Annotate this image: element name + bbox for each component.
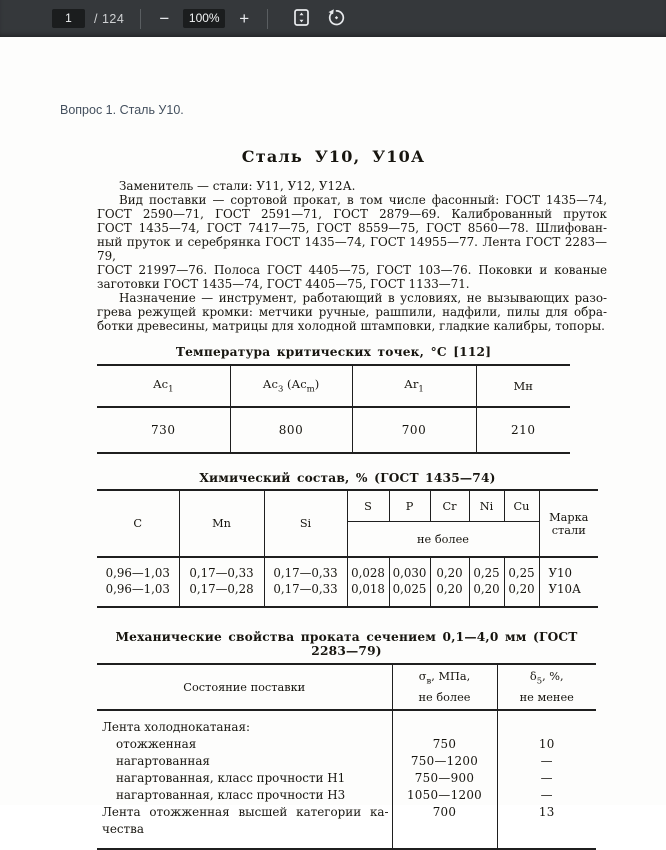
- doc-text-line: грева режущей кромки: метчики ручные, рашпили, надфили, пилы для обра-: [97, 305, 607, 319]
- t3-header-sigma: $\sigma_в$, МПа, не более: [392, 664, 497, 710]
- t2-cell: 0,17—0,33 0,17—0,33: [264, 557, 347, 607]
- t2-cell: 0,030 0,025: [389, 557, 430, 607]
- t1-value: 730: [151, 423, 176, 437]
- pdf-page: [0, 37, 666, 836]
- t2-header-p: P: [389, 490, 430, 522]
- fit-page-button[interactable]: [292, 8, 311, 30]
- rotate-icon: [327, 8, 346, 30]
- t2-header-s: S: [347, 490, 389, 522]
- critical-points-title: Температура критических точек, °С [112]: [175, 345, 492, 359]
- doc-text-line: ГОСТ 1435—74, ГОСТ 7417—75, ГОСТ 8559—75, ГОСТ 8560—78. Шлифован-: [97, 221, 607, 235]
- t2-cell: 0,96—1,03 0,96—1,03: [105, 566, 170, 596]
- t1-header-ar1: $Аr_1$: [352, 365, 476, 407]
- t2-header-mn: Mn: [179, 490, 264, 557]
- doc-text-line: ный пруток и серебрянка ГОСТ 1435—74, ГОСТ 14955—77. Лента ГОСТ 2283—79,: [97, 235, 607, 263]
- t1-value: 700: [352, 407, 476, 453]
- t2-header-limit-note: не более: [347, 522, 539, 558]
- zoom-in-button[interactable]: +: [239, 9, 250, 28]
- paragraph-zamenitel: [97, 179, 607, 193]
- table-row: [97, 710, 596, 849]
- table-row: [97, 557, 598, 607]
- t1-header-ac3: $Ас_3$ $(Ас_m)$: [230, 365, 352, 407]
- t2-cell: 0,25 0,20: [504, 557, 539, 607]
- t2-cell-grade: У10 У10А: [539, 557, 598, 607]
- rotate-button[interactable]: [327, 8, 346, 30]
- doc-text-line: ботки древесины, матрицы для холодной штамповки, гладкие калибры, топоры.: [97, 319, 605, 333]
- t3-condition-column: Лента холоднокатаная: отожженная нагартованная нагартованная, класс прочности Н1 нагартованная, класс прочности Н3 Лента отожженная высшей категории ка- чества: [102, 720, 389, 836]
- document-content: [97, 147, 607, 850]
- paragraph-vid-postavki: [97, 193, 607, 291]
- t1-value: 210: [476, 407, 570, 453]
- t3-header-condition: Состояние поставки: [97, 664, 392, 710]
- zoom-out-button[interactable]: −: [159, 9, 170, 28]
- t3-delta-column: 10 — — — 13: [497, 710, 596, 849]
- t2-header-si: Si: [264, 490, 347, 557]
- t3-sigma-column: 750 750—1200 750—900 1050—1200 700: [392, 710, 497, 849]
- t2-header-c: С: [97, 490, 179, 557]
- chemical-composition-table: [97, 489, 598, 608]
- toolbar-divider: [140, 9, 141, 29]
- pdf-toolbar: [0, 0, 666, 37]
- t2-cell: 0,17—0,33 0,17—0,28: [179, 557, 264, 607]
- doc-text-line: Назначение — инструмент, работающий в условиях, не вызывающих разо-: [119, 291, 607, 305]
- doc-text-line: Заменитель — стали: У11, У12, У12А.: [119, 179, 356, 193]
- zoom-level-input[interactable]: 100%: [183, 9, 225, 28]
- t3-header-delta: $\delta_5$, %, не менее: [497, 664, 596, 710]
- t1-value: 800: [230, 407, 352, 453]
- critical-points-table: [97, 364, 570, 454]
- question-label: Вопрос 1. Сталь У10.: [60, 103, 184, 117]
- t1-header-mn: Мн: [476, 365, 570, 407]
- chemical-composition-title: Химический состав, % (ГОСТ 1435—74): [199, 471, 496, 485]
- mechanical-properties-table: [97, 663, 596, 850]
- doc-text-line: ГОСТ 2590—71, ГОСТ 2591—71, ГОСТ 2879—69. Калиброванный пруток: [97, 207, 607, 221]
- t1-header-ac1: $Ас_1$: [97, 365, 230, 407]
- page-number-input[interactable]: 1: [52, 9, 85, 28]
- page-count-label: / 124: [94, 11, 125, 26]
- mechanical-properties-title: Механические свойства проката сечением 0,1—4,0 мм (ГОСТ 2283—79): [115, 630, 578, 658]
- t2-header-cu: Cu: [504, 490, 539, 522]
- paragraph-naznachenie: [97, 291, 607, 333]
- t2-header-cr: Cr: [430, 490, 469, 522]
- doc-text-line: Вид поставки — сортовой прокат, в том числе фасонный: ГОСТ 1435—74,: [119, 193, 607, 207]
- toolbar-divider: [267, 9, 268, 29]
- fit-page-icon: [292, 8, 311, 30]
- doc-text-line: заготовки ГОСТ 1435—74, ГОСТ 4405—75, ГОСТ 1133—71.: [97, 277, 470, 291]
- t2-header-grade: Марка стали: [539, 490, 598, 557]
- doc-text-line: ГОСТ 21997—76. Полоса ГОСТ 4405—75, ГОСТ 103—76. Поковки и кованые: [97, 263, 607, 277]
- table-row: [97, 407, 570, 453]
- t2-cell: 0,028 0,018: [347, 557, 389, 607]
- doc-title: Сталь У10, У10А: [241, 147, 426, 166]
- t2-cell: 0,25 0,20: [469, 557, 504, 607]
- t2-cell: 0,20 0,20: [430, 557, 469, 607]
- t2-header-ni: Ni: [469, 490, 504, 522]
